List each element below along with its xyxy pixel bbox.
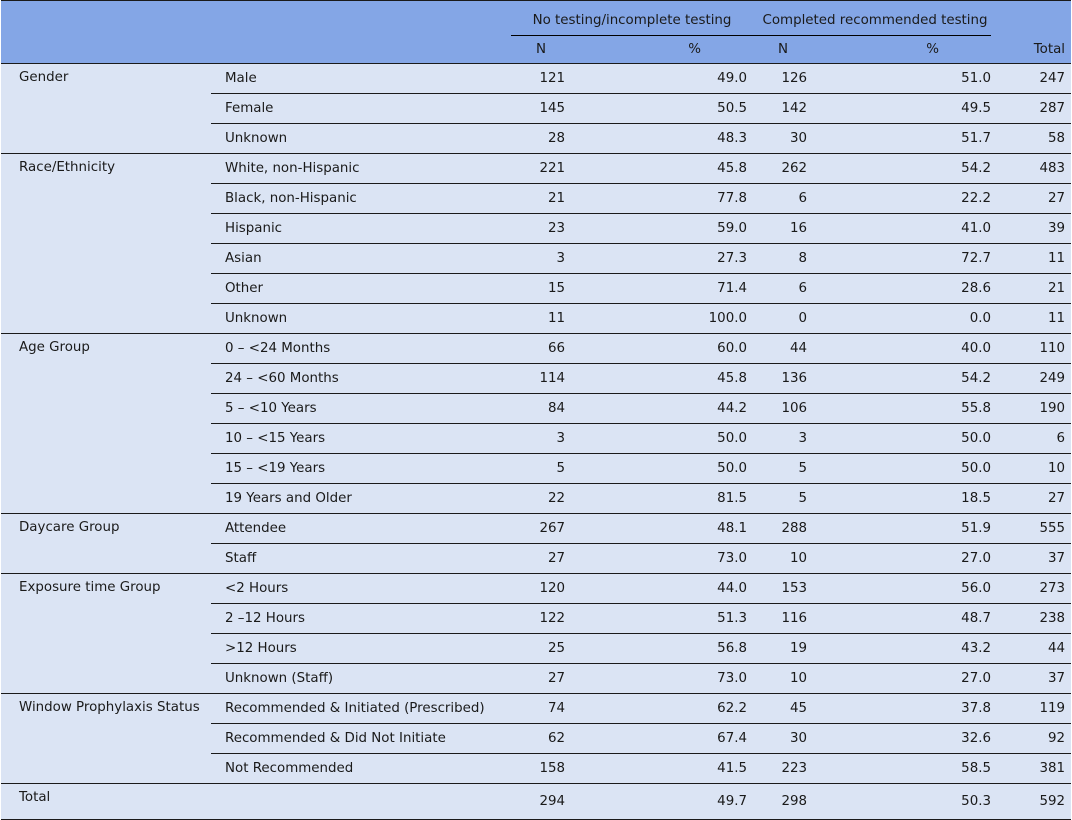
group-label: Gender bbox=[1, 64, 211, 154]
row-label: White, non-Hispanic bbox=[211, 154, 511, 184]
cell-n-completed: 288 bbox=[753, 514, 813, 544]
cell-pct-no-testing: 41.5 bbox=[571, 754, 753, 784]
header-group-underline bbox=[753, 35, 991, 36]
cell-n-completed: 5 bbox=[753, 454, 813, 484]
cell-n-completed: 30 bbox=[753, 724, 813, 754]
header-pct-completed: % bbox=[813, 36, 997, 64]
group-label: Exposure time Group bbox=[1, 574, 211, 694]
header-pct-no-testing: % bbox=[571, 36, 753, 64]
cell-n-no-testing: 22 bbox=[511, 484, 571, 514]
cell-total: 238 bbox=[997, 604, 1071, 634]
header-blank bbox=[1, 1, 211, 36]
table-row bbox=[1, 154, 1071, 184]
cell-pct-no-testing: 44.0 bbox=[571, 574, 753, 604]
table-row bbox=[1, 574, 1071, 604]
cell-n-no-testing: 74 bbox=[511, 694, 571, 724]
cell-total: 247 bbox=[997, 64, 1071, 94]
cell-n-completed: 19 bbox=[753, 634, 813, 664]
cell-pct-completed: 72.7 bbox=[813, 244, 997, 274]
row-label: Attendee bbox=[211, 514, 511, 544]
row-label: Unknown bbox=[211, 304, 511, 334]
cell-pct-completed: 51.0 bbox=[813, 64, 997, 94]
header-total: Total bbox=[997, 36, 1071, 64]
cell-pct-no-testing: 51.3 bbox=[571, 604, 753, 634]
cell-n-no-testing: 114 bbox=[511, 364, 571, 394]
cell-n-no-testing: 3 bbox=[511, 424, 571, 454]
row-label: 24 – <60 Months bbox=[211, 364, 511, 394]
cell-n-no-testing: 23 bbox=[511, 214, 571, 244]
cell-pct-no-testing: 48.3 bbox=[571, 124, 753, 154]
cell-n-completed: 16 bbox=[753, 214, 813, 244]
cell-total: 92 bbox=[997, 724, 1071, 754]
header-group-underline bbox=[511, 35, 753, 36]
cell-pct-no-testing: 62.2 bbox=[571, 694, 753, 724]
cell-n-no-testing: 25 bbox=[511, 634, 571, 664]
cell-pct-completed: 22.2 bbox=[813, 184, 997, 214]
header-blank bbox=[997, 1, 1071, 36]
cell-n-no-testing: 28 bbox=[511, 124, 571, 154]
cell-total: 287 bbox=[997, 94, 1071, 124]
row-label: <2 Hours bbox=[211, 574, 511, 604]
cell-n-no-testing: 158 bbox=[511, 754, 571, 784]
cell-pct-completed: 51.9 bbox=[813, 514, 997, 544]
cell-n-no-testing: 221 bbox=[511, 154, 571, 184]
cell-n-completed: 30 bbox=[753, 124, 813, 154]
row-label: Unknown (Staff) bbox=[211, 664, 511, 694]
cell-total: 273 bbox=[997, 574, 1071, 604]
header-group-no-testing: No testing/incomplete testing bbox=[511, 1, 753, 36]
cell-n-no-testing: 62 bbox=[511, 724, 571, 754]
table-row bbox=[1, 64, 1071, 94]
table-row bbox=[1, 694, 1071, 724]
cell-n-no-testing: 21 bbox=[511, 184, 571, 214]
cell-pct-completed: 27.0 bbox=[813, 544, 997, 574]
cell-pct-no-testing: 49.7 bbox=[571, 784, 753, 820]
header-blank bbox=[211, 1, 511, 36]
cell-n-completed: 223 bbox=[753, 754, 813, 784]
cell-n-completed: 45 bbox=[753, 694, 813, 724]
cell-pct-no-testing: 45.8 bbox=[571, 364, 753, 394]
cell-total: 10 bbox=[997, 454, 1071, 484]
cell-pct-no-testing: 100.0 bbox=[571, 304, 753, 334]
table-header bbox=[1, 1, 1071, 64]
cell-total: 483 bbox=[997, 154, 1071, 184]
cell-pct-completed: 18.5 bbox=[813, 484, 997, 514]
cell-n-completed: 106 bbox=[753, 394, 813, 424]
cell-pct-completed: 54.2 bbox=[813, 154, 997, 184]
row-label: Unknown bbox=[211, 124, 511, 154]
cell-pct-completed: 41.0 bbox=[813, 214, 997, 244]
cell-pct-no-testing: 73.0 bbox=[571, 544, 753, 574]
table-row-total bbox=[1, 784, 1071, 820]
cell-pct-completed: 50.0 bbox=[813, 424, 997, 454]
cell-pct-completed: 50.0 bbox=[813, 454, 997, 484]
cell-n-completed: 136 bbox=[753, 364, 813, 394]
cell-n-no-testing: 3 bbox=[511, 244, 571, 274]
cell-total: 27 bbox=[997, 484, 1071, 514]
cell-pct-completed: 43.2 bbox=[813, 634, 997, 664]
row-label: 19 Years and Older bbox=[211, 484, 511, 514]
cell-n-no-testing: 5 bbox=[511, 454, 571, 484]
cell-total: 110 bbox=[997, 334, 1071, 364]
cell-pct-no-testing: 50.0 bbox=[571, 424, 753, 454]
cell-n-completed: 153 bbox=[753, 574, 813, 604]
cell-n-no-testing: 294 bbox=[511, 784, 571, 820]
cell-pct-completed: 56.0 bbox=[813, 574, 997, 604]
row-label: >12 Hours bbox=[211, 634, 511, 664]
cell-pct-no-testing: 56.8 bbox=[571, 634, 753, 664]
table-row bbox=[1, 334, 1071, 364]
cell-total: 555 bbox=[997, 514, 1071, 544]
cell-n-no-testing: 11 bbox=[511, 304, 571, 334]
table-body bbox=[1, 64, 1071, 820]
cell-pct-completed: 27.0 bbox=[813, 664, 997, 694]
cell-n-no-testing: 267 bbox=[511, 514, 571, 544]
cell-pct-completed: 48.7 bbox=[813, 604, 997, 634]
row-label: Other bbox=[211, 274, 511, 304]
cell-pct-no-testing: 50.5 bbox=[571, 94, 753, 124]
row-label: Male bbox=[211, 64, 511, 94]
testing-completion-table bbox=[1, 1, 1071, 820]
row-label: Recommended & Initiated (Prescribed) bbox=[211, 694, 511, 724]
cell-n-completed: 3 bbox=[753, 424, 813, 454]
cell-total: 249 bbox=[997, 364, 1071, 394]
cell-total: 37 bbox=[997, 664, 1071, 694]
cell-pct-no-testing: 73.0 bbox=[571, 664, 753, 694]
cell-pct-completed: 28.6 bbox=[813, 274, 997, 304]
cell-n-completed: 10 bbox=[753, 664, 813, 694]
row-label: Black, non-Hispanic bbox=[211, 184, 511, 214]
cell-pct-completed: 55.8 bbox=[813, 394, 997, 424]
cell-pct-no-testing: 44.2 bbox=[571, 394, 753, 424]
row-label: 10 – <15 Years bbox=[211, 424, 511, 454]
row-label: Hispanic bbox=[211, 214, 511, 244]
cell-pct-no-testing: 81.5 bbox=[571, 484, 753, 514]
row-label: Asian bbox=[211, 244, 511, 274]
cell-total: 11 bbox=[997, 244, 1071, 274]
row-label: 2 –12 Hours bbox=[211, 604, 511, 634]
row-label: 0 – <24 Months bbox=[211, 334, 511, 364]
cell-n-completed: 0 bbox=[753, 304, 813, 334]
cell-pct-no-testing: 77.8 bbox=[571, 184, 753, 214]
cell-n-no-testing: 122 bbox=[511, 604, 571, 634]
group-label: Race/Ethnicity bbox=[1, 154, 211, 334]
cell-total: 21 bbox=[997, 274, 1071, 304]
cell-total: 381 bbox=[997, 754, 1071, 784]
row-label: Female bbox=[211, 94, 511, 124]
cell-n-completed: 262 bbox=[753, 154, 813, 184]
cell-pct-no-testing: 59.0 bbox=[571, 214, 753, 244]
cell-n-no-testing: 27 bbox=[511, 664, 571, 694]
cell-n-no-testing: 27 bbox=[511, 544, 571, 574]
cell-pct-no-testing: 50.0 bbox=[571, 454, 753, 484]
cell-pct-completed: 49.5 bbox=[813, 94, 997, 124]
cell-n-no-testing: 145 bbox=[511, 94, 571, 124]
cell-pct-completed: 37.8 bbox=[813, 694, 997, 724]
cell-n-completed: 8 bbox=[753, 244, 813, 274]
cell-total: 190 bbox=[997, 394, 1071, 424]
cell-n-completed: 6 bbox=[753, 184, 813, 214]
cell-pct-no-testing: 49.0 bbox=[571, 64, 753, 94]
cell-n-completed: 298 bbox=[753, 784, 813, 820]
total-label: Total bbox=[1, 784, 211, 820]
cell-total: 37 bbox=[997, 544, 1071, 574]
cell-n-no-testing: 84 bbox=[511, 394, 571, 424]
header-blank bbox=[1, 36, 211, 64]
cell-pct-completed: 32.6 bbox=[813, 724, 997, 754]
cell-total: 11 bbox=[997, 304, 1071, 334]
header-n-completed: N bbox=[753, 36, 813, 64]
cell-pct-completed: 51.7 bbox=[813, 124, 997, 154]
cell-total: 39 bbox=[997, 214, 1071, 244]
group-label: Age Group bbox=[1, 334, 211, 514]
cell-n-completed: 5 bbox=[753, 484, 813, 514]
cell-pct-completed: 40.0 bbox=[813, 334, 997, 364]
cell-pct-no-testing: 48.1 bbox=[571, 514, 753, 544]
cell-n-no-testing: 15 bbox=[511, 274, 571, 304]
header-group-completed-testing: Completed recommended testing bbox=[753, 1, 997, 36]
cell-n-no-testing: 120 bbox=[511, 574, 571, 604]
cell-n-no-testing: 66 bbox=[511, 334, 571, 364]
cell-n-completed: 10 bbox=[753, 544, 813, 574]
cell-n-completed: 6 bbox=[753, 274, 813, 304]
cell-total: 6 bbox=[997, 424, 1071, 454]
cell-n-completed: 142 bbox=[753, 94, 813, 124]
cell-total: 592 bbox=[997, 784, 1071, 820]
cell-pct-completed: 50.3 bbox=[813, 784, 997, 820]
row-label: Recommended & Did Not Initiate bbox=[211, 724, 511, 754]
row-label: 5 – <10 Years bbox=[211, 394, 511, 424]
cell-n-completed: 126 bbox=[753, 64, 813, 94]
cell-pct-no-testing: 60.0 bbox=[571, 334, 753, 364]
row-label: Staff bbox=[211, 544, 511, 574]
cell-pct-no-testing: 71.4 bbox=[571, 274, 753, 304]
group-label: Window Prophylaxis Status bbox=[1, 694, 211, 784]
cell-pct-no-testing: 27.3 bbox=[571, 244, 753, 274]
cell-n-completed: 116 bbox=[753, 604, 813, 634]
cell-pct-completed: 58.5 bbox=[813, 754, 997, 784]
cell-pct-no-testing: 67.4 bbox=[571, 724, 753, 754]
cell-n-no-testing: 121 bbox=[511, 64, 571, 94]
group-label: Daycare Group bbox=[1, 514, 211, 574]
cell-pct-completed: 0.0 bbox=[813, 304, 997, 334]
cell-pct-no-testing: 45.8 bbox=[571, 154, 753, 184]
cell-total: 44 bbox=[997, 634, 1071, 664]
row-label-blank bbox=[211, 784, 511, 820]
cell-total: 58 bbox=[997, 124, 1071, 154]
cell-n-completed: 44 bbox=[753, 334, 813, 364]
cell-total: 119 bbox=[997, 694, 1071, 724]
header-n-no-testing: N bbox=[511, 36, 571, 64]
cell-total: 27 bbox=[997, 184, 1071, 214]
row-label: Not Recommended bbox=[211, 754, 511, 784]
header-blank bbox=[211, 36, 511, 64]
cell-pct-completed: 54.2 bbox=[813, 364, 997, 394]
table-row bbox=[1, 514, 1071, 544]
row-label: 15 – <19 Years bbox=[211, 454, 511, 484]
